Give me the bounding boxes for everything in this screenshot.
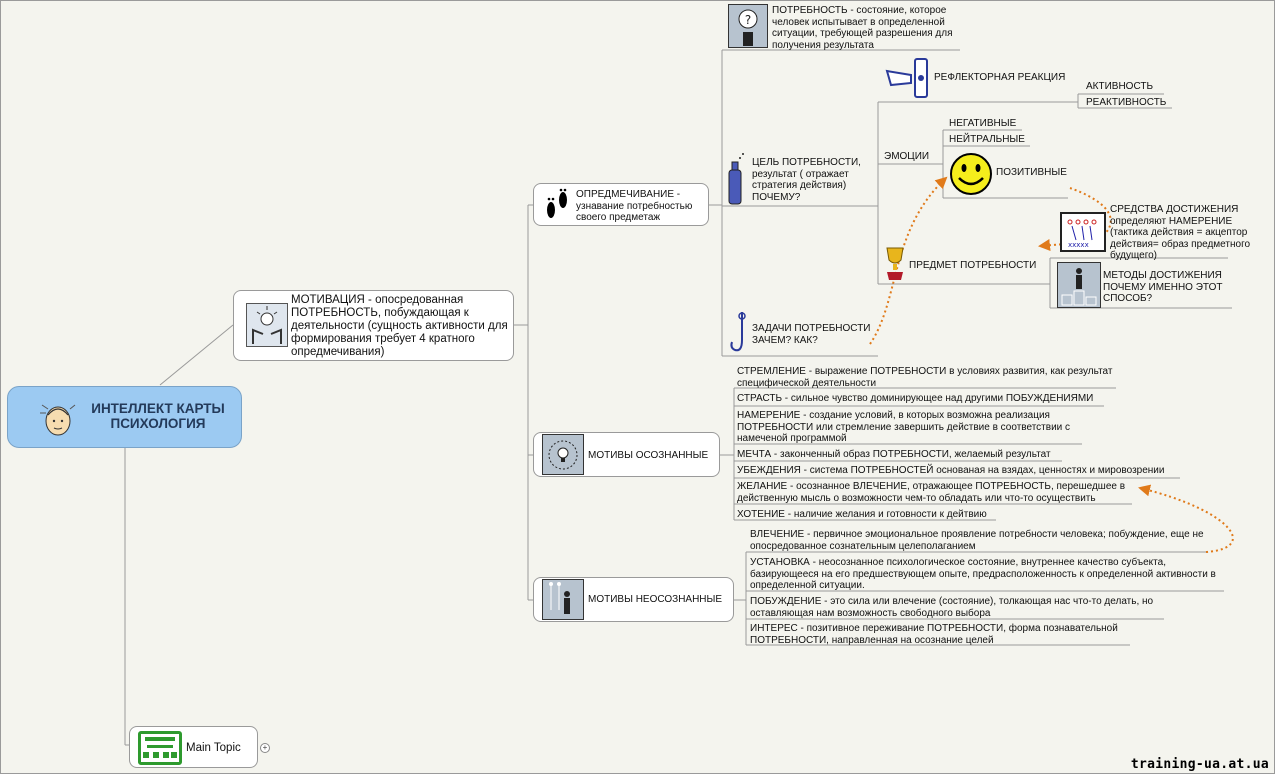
- opred-node[interactable]: [533, 183, 709, 226]
- person-lamps-icon: [542, 579, 584, 620]
- tasks-text: ЗАДАЧИ ПОТРЕБНОСТИ ЗАЧЕМ? КАК?: [752, 323, 871, 346]
- unconscious-item: УСТАНОВКА - неосознанное психологическое состояние, внутреннее качество субъекта, базирующееся на его предшествующем опыте, предрасположенность к определенной активности в определенной ситуации.: [750, 557, 1216, 591]
- emotions-label: ЭМОЦИИ: [884, 151, 930, 162]
- trophy-icon: [884, 246, 906, 282]
- activity-text: АКТИВНОСТЬ: [1086, 81, 1154, 92]
- person-question-icon: [728, 4, 768, 48]
- conscious-label: МОТИВЫ ОСОЗНАННЫЕ: [588, 450, 709, 461]
- unconscious-node[interactable]: [533, 577, 734, 622]
- footprints-icon: [541, 188, 573, 222]
- reactivity-text: РЕАКТИВНОСТЬ: [1086, 97, 1167, 108]
- org-chart-icon: [138, 731, 182, 765]
- unconscious-item: ПОБУЖДЕНИЕ - это сила или влечение (состояние), толкающая нас что-то делать, но оставляющая нам возможность свободного выбора: [750, 596, 1154, 619]
- motivation-text: МОТИВАЦИЯ - опосредованная ПОТРЕБНОСТЬ, побуждающая к деятельности (сущность активности для формирования требует 4 кратного опредмечивания): [291, 294, 508, 358]
- need-text: ПОТРЕБНОСТЬ - состояние, которое человек испытывает в определенной ситуации, требующей разрешения для получения результата: [772, 5, 953, 51]
- tactics-board-icon: [1060, 212, 1106, 252]
- methods-text: МЕТОДЫ ДОСТИЖЕНИЯ ПОЧЕМУ ИМЕННО ЭТОТ СПОСОБ?: [1103, 270, 1223, 304]
- conscious-item: НАМЕРЕНИЕ - создание условий, в которых возможна реализация ПОТРЕБНОСТИ или стремление завершить действие в соответствии с намеченой программой: [737, 410, 1071, 444]
- svg-text:?: ?: [744, 13, 752, 27]
- motivation-node[interactable]: [233, 290, 514, 361]
- reflex-text: РЕФЛЕКТОРНАЯ РЕАКЦИЯ: [934, 72, 1066, 83]
- conscious-item: СТРЕМЛЕНИЕ - выражение ПОТРЕБНОСТИ в условиях развития, как результат специфической деятельности: [737, 366, 1113, 389]
- positive-text: ПОЗИТИВНЫЕ: [996, 167, 1067, 178]
- root-title: ИНТЕЛЛЕКТ КАРТЫ ПСИХОЛОГИЯ: [91, 401, 225, 431]
- smiley-icon: [949, 152, 993, 196]
- conscious-item: МЕЧТА - законченный образ ПОТРЕБНОСТИ, желаемый результат: [737, 449, 1051, 460]
- goal-text: ЦЕЛЬ ПОТРЕБНОСТИ, результат ( отражает стратегия действия) ПОЧЕМУ?: [752, 157, 861, 203]
- svg-text:xxxxx: xxxxx: [1068, 241, 1089, 249]
- spray-can-icon: [726, 150, 746, 206]
- idea-hands-icon: [246, 303, 288, 347]
- hand-button-icon: [885, 57, 931, 99]
- main-topic-node[interactable]: [129, 726, 258, 768]
- conscious-item: ЖЕЛАНИЕ - осознанное ВЛЕЧЕНИЕ, отражающее ПОТРЕБНОСТЬ, перешедшее в действенную мысль о возможности чем-то обладать или что-то осуществить: [737, 481, 1126, 504]
- root-node[interactable]: [7, 386, 242, 448]
- unconscious-item: ВЛЕЧЕНИЕ - первичное эмоциональное проявление потребности человека; побуждение, еще не опосредованное сознательным целеполаганием: [750, 529, 1204, 552]
- expand-icon[interactable]: +: [260, 743, 270, 753]
- conscious-item: УБЕЖДЕНИЯ - система ПОТРЕБНОСТЕЙ основаная на взядах, ценностях и мировозрении: [737, 465, 1165, 476]
- head-idea-icon: [40, 397, 76, 439]
- conscious-item: СТРАСТЬ - сильное чувство доминирующее над другими ПОБУЖДЕНИЯМИ: [737, 393, 1094, 404]
- means-text: СРЕДСТВА ДОСТИЖЕНИЯ определяют НАМЕРЕНИЕ (тактика действия = акцептор действия= образ предметного будущего): [1110, 204, 1251, 261]
- podium-icon: [1057, 262, 1101, 308]
- conscious-item: ХОТЕНИЕ - наличие желания и готовности к дейтвию: [737, 509, 987, 520]
- site-watermark: training-ua.at.ua: [1130, 757, 1269, 772]
- opred-text: ОПРЕДМЕЧИВАНИЕ - узнавание потребностью своего предметаж: [576, 189, 693, 223]
- main-topic-label: Main Topic: [186, 742, 241, 754]
- unconscious-item: ИНТЕРЕС - позитивное переживание ПОТРЕБНОСТИ, форма познавательной ПОТРЕБНОСТИ, направленная на осознание целей: [750, 623, 1118, 646]
- hook-icon: [728, 310, 750, 354]
- subject-text: ПРЕДМЕТ ПОТРЕБНОСТИ: [909, 260, 1037, 271]
- unconscious-label: МОТИВЫ НЕОСОЗНАННЫЕ: [588, 594, 723, 605]
- neutral-text: НЕЙТРАЛЬНЫЕ: [949, 134, 1025, 145]
- idea-circle-icon: [542, 434, 584, 475]
- negative-text: НЕГАТИВНЫЕ: [949, 118, 1017, 129]
- conscious-node[interactable]: [533, 432, 720, 477]
